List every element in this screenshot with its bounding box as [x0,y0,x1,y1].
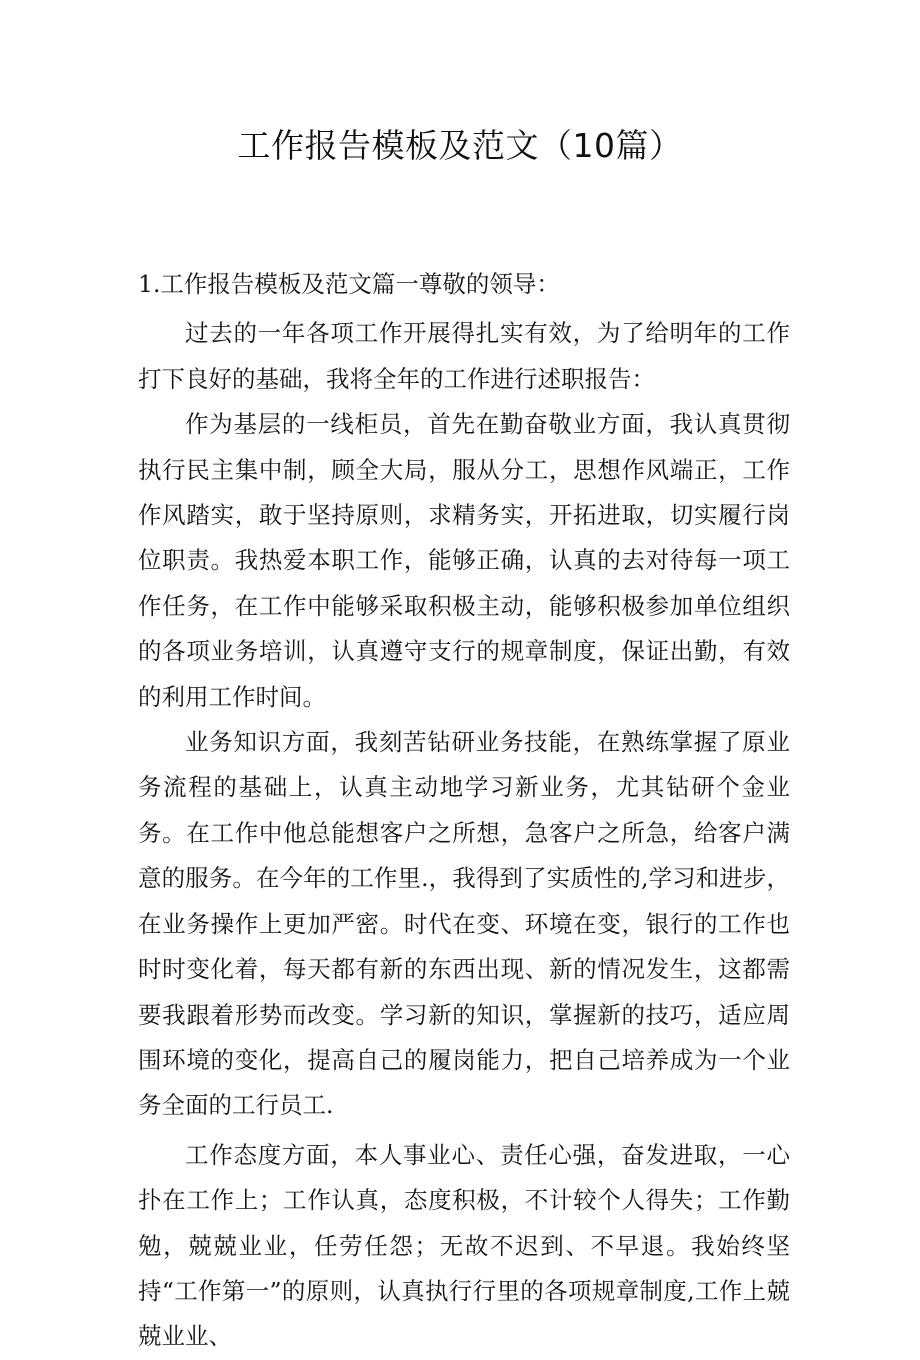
paragraph-dedication: 作为基层的一线柜员，首先在勤奋敬业方面，我认真贯彻执行民主集中制，顾全大局，服从分工，思想作风端正，工作作风踏实，敢于坚持原则，求精务实，开拓进取，切实履行岗位职责。我热爱本职工作，能够正确，认真的去对待每一项工作任务，在工作中能够采取积极主动，能够积极参加单位组织的各项业务培训，认真遵守支行的规章制度，保证出勤，有效的利用工作时间。 [138,410,790,711]
paragraph-intro: 过去的一年各项工作开展得扎实有效，为了给明年的工作打下良好的基础，我将全年的工作进行述职报告： [138,319,790,393]
document-body [138,262,790,1360]
section-heading: 1.工作报告模板及范文篇一尊敬的领导： [138,270,560,298]
document-title: 工作报告模板及范文（10篇） [237,126,683,165]
paragraph-work-attitude: 工作态度方面，本人事业心、责任心强，奋发进取，一心扑在工作上；工作认真，态度积极，不计较个人得失；工作勤勉，兢兢业业，任劳任怨；无故不迟到、不早退。我始终坚持“工作第一”的原则，认真执行行里的各项规章制度,工作上兢兢业业、 [138,1140,790,1351]
paragraph-business-knowledge: 业务知识方面，我刻苦钻研业务技能，在熟练掌握了原业务流程的基础上，认真主动地学习新业务，尤其钻研个金业务。在工作中他总能想客户之所想，急客户之所急，给客户满意的服务。在今年的工作里.，我得到了实质性的,学习和进步，在业务操作上更加严密。时代在变、环境在变，银行的工作也时时变化着，每天都有新的东西出现、新的情况发生，这都需要我跟着形势而改变。学习新的知识，掌握新的技巧，适应周围环境的变化，提高自己的履岗能力，把自己培养成为一个业务全面的工行员工. [138,728,790,1120]
